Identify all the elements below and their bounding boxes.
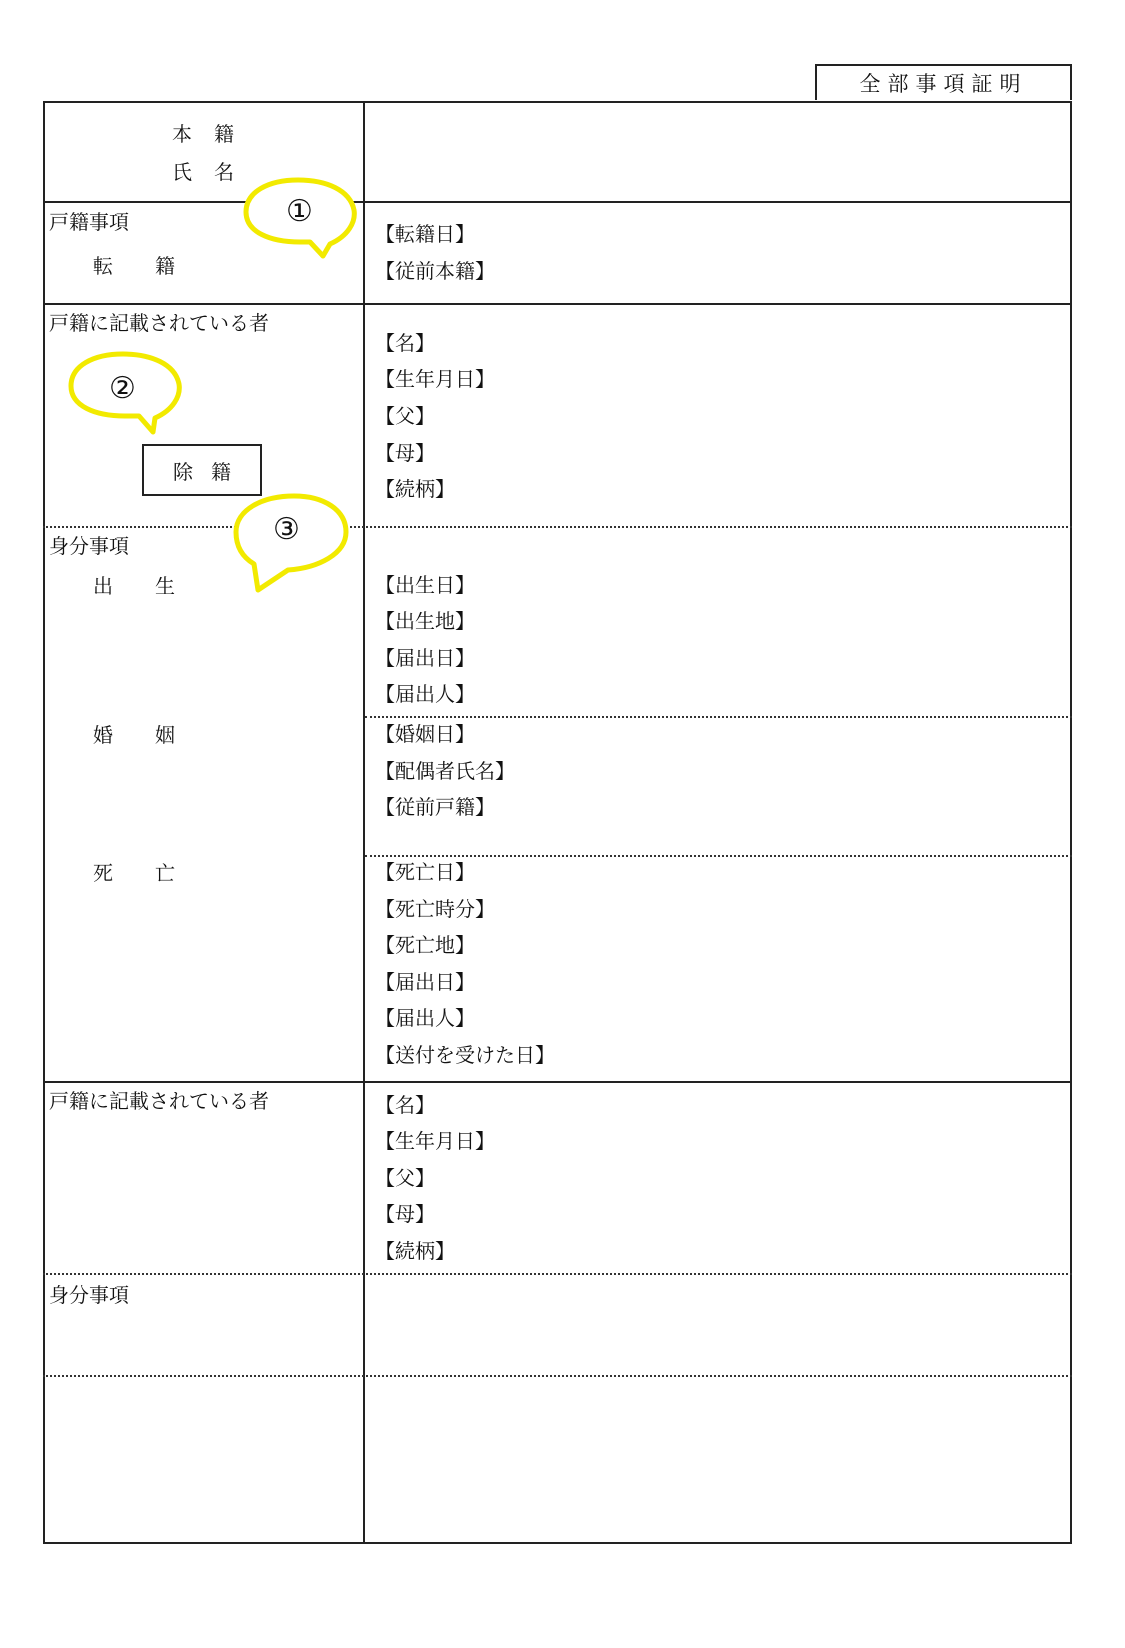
person1-field-birthdate: 【生年月日】 [375,367,495,391]
callout-3-number: ③ [273,512,300,547]
koseki-heading: 戸籍事項 [49,210,129,234]
field-death-time: 【死亡時分】 [375,897,495,921]
birth-label: 出生 [93,574,217,598]
divider-person1 [43,526,1072,528]
field-birth-report-date: 【届出日】 [375,646,475,670]
divider-marriage [365,855,1072,857]
divider-person2 [43,1273,1072,1275]
field-birth-date: 【出生日】 [375,573,475,597]
divider-mibun1 [43,1081,1072,1083]
callout-2-number: ② [109,371,136,406]
field-spouse-name: 【配偶者氏名】 [375,759,515,783]
divider-birth [365,716,1072,718]
mibun2-heading: 身分事項 [49,1283,129,1307]
person1-field-father: 【父】 [375,404,435,428]
mibun1-heading: 身分事項 [49,534,129,558]
field-received-date: 【送付を受けた日】 [375,1043,555,1067]
person1-field-name: 【名】 [375,331,435,355]
shimei-label: 氏名 [172,160,256,184]
field-birth-reporter: 【届出人】 [375,682,475,706]
person1-field-mother: 【母】 [375,441,435,465]
honseki-label: 本籍 [172,122,256,146]
person2-field-name: 【名】 [375,1093,435,1117]
death-label: 死亡 [93,861,217,885]
person1-field-relationship: 【続柄】 [375,477,455,501]
person2-field-father: 【父】 [375,1166,435,1190]
divider-mibun2 [43,1375,1072,1377]
person2-field-mother: 【母】 [375,1202,435,1226]
column-divider [363,101,365,1544]
person2-heading: 戸籍に記載されている者 [49,1089,269,1113]
field-previous-koseki: 【従前戸籍】 [375,795,495,819]
person1-heading: 戸籍に記載されている者 [49,311,269,335]
joseki-stamp: 除籍 [142,444,262,496]
field-marriage-date: 【婚姻日】 [375,722,475,746]
callout-1-number: ① [286,194,313,229]
document-title: 全部事項証明 [815,64,1072,100]
tenseki-label: 転籍 [93,254,217,278]
field-death-place: 【死亡地】 [375,933,475,957]
divider-koseki [43,303,1072,305]
field-birth-place: 【出生地】 [375,609,475,633]
field-previous-honseki: 【従前本籍】 [375,259,495,283]
person2-field-birthdate: 【生年月日】 [375,1129,495,1153]
field-death-report-date: 【届出日】 [375,970,475,994]
field-death-reporter: 【届出人】 [375,1006,475,1030]
divider-header [43,201,1072,203]
marriage-label: 婚姻 [93,723,217,747]
field-death-date: 【死亡日】 [375,860,475,884]
field-tenseki-date: 【転籍日】 [375,222,475,246]
person2-field-relationship: 【続柄】 [375,1239,455,1263]
